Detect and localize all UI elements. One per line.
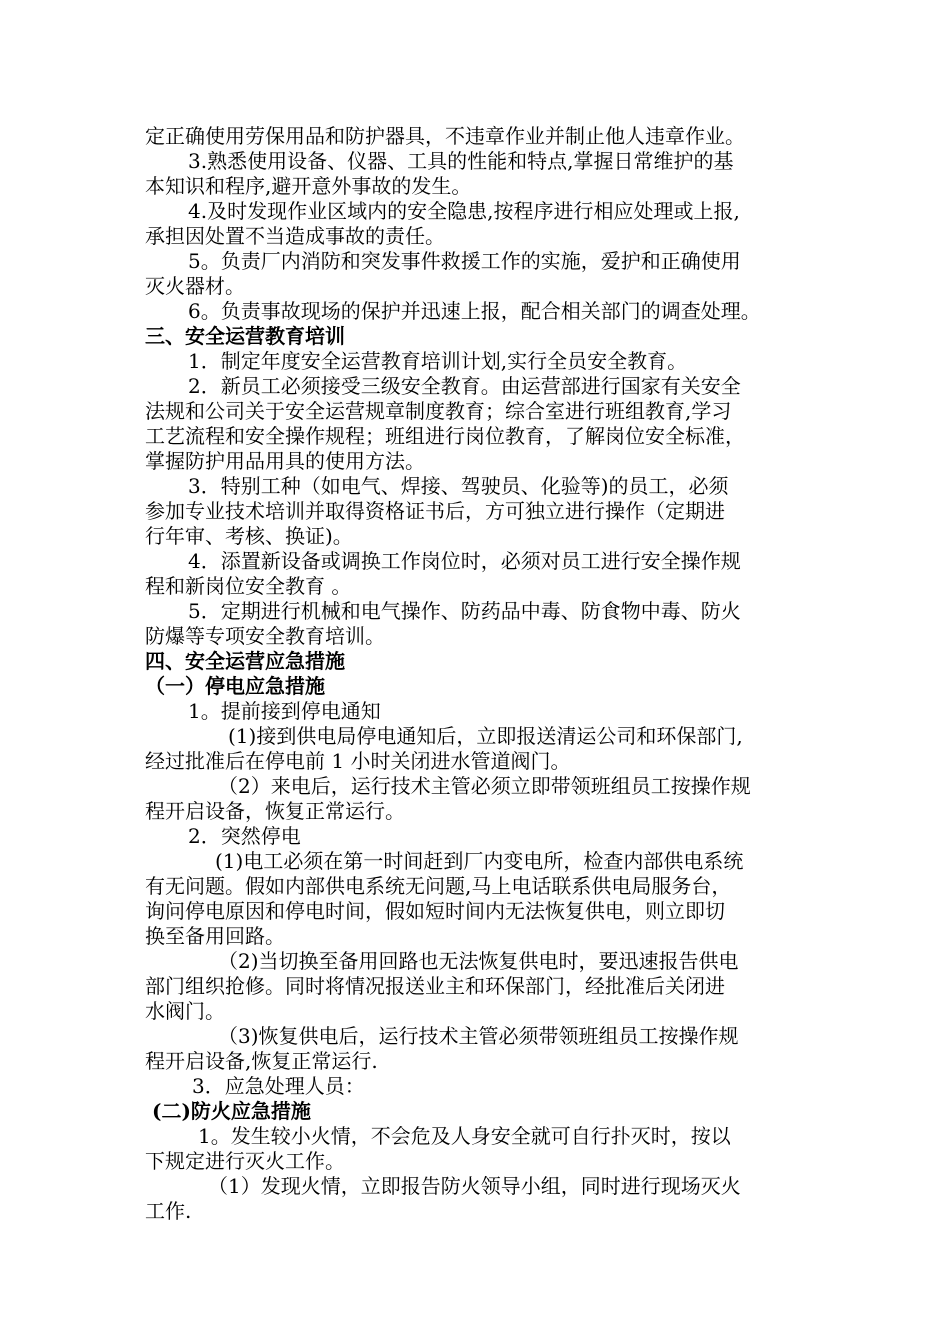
text-line: 工艺流程和安全操作规程；班组进行岗位教育，了解岗位安全标准， [145,424,745,448]
text-line: （3)恢复供电后，运行技术主管必须带领班组员工按操作规 [218,1024,739,1048]
text-line: （2)当切换至备用回路也无法恢复供电时，要迅速报告供电 [218,949,739,973]
text-line: 有无问题。假如内部供电系统无问题,马上电话联系供电局服务台， [145,874,732,898]
text-line: 2．新员工必须接受三级安全教育。由运营部进行国家有关安全 [188,374,741,398]
text-line: 参加专业技术培训并取得资格证书后，方可独立进行操作（定期进 [145,499,725,523]
text-line: 法规和公司关于安全运营规章制度教育；综合室进行班组教育,学习 [145,399,732,423]
section-heading: 三、安全运营教育培训 [145,324,345,348]
text-line: 5。负责厂内消防和突发事件救援工作的实施，爱护和正确使用 [188,249,741,273]
text-line: 经过批准后在停电前 1 小时关闭进水管道阀门。 [145,749,571,773]
text-line: 3.熟悉使用设备、仪器、工具的性能和特点,掌握日常维护的基 [188,149,734,173]
text-line: 询问停电原因和停电时间，假如短时间内无法恢复供电，则立即切 [145,899,725,923]
text-line: 防爆等专项安全教育培训。 [145,624,385,648]
text-line: 6。负责事故现场的保护并迅速上报，配合相关部门的调查处理。 [188,299,761,323]
section-heading: 四、安全运营应急措施 [145,649,345,673]
text-line: 承担因处置不当造成事故的责任。 [145,224,445,248]
text-line: (1)接到供电局停电通知后，立即报送清运公司和环保部门, [228,724,743,748]
text-line: 部门组织抢修。同时将情况报送业主和环保部门，经批准后关闭进 [145,974,725,998]
text-line: 5．定期进行机械和电气操作、防药品中毒、防食物中毒、防火 [188,599,741,623]
text-line: 4.及时发现作业区域内的安全隐患,按程序进行相应处理或上报, [188,199,740,223]
text-line: 4．添置新设备或调换工作岗位时，必须对员工进行安全操作规 [188,549,741,573]
subsection-heading: (二)防火应急措施 [152,1099,311,1123]
text-line: 行年审、考核、换证)。 [145,524,353,548]
text-line: 程开启设备,恢复正常运行. [145,1049,378,1073]
text-line: 3．特别工种（如电气、焊接、驾驶员、化验等)的员工，必须 [188,474,729,498]
text-line: （2）来电后，运行技术主管必须立即带领班组员工按操作规 [218,774,751,798]
text-line: 工作. [145,1199,192,1223]
text-line: 水阀门。 [145,999,225,1023]
text-line: 1。发生较小火情，不会危及人身安全就可自行扑灭时，按以 [198,1124,731,1148]
text-line: 程和新岗位安全教育 。 [145,574,352,598]
text-line: 1．制定年度安全运营教育培训计划,实行全员安全教育。 [188,349,688,373]
subsection-heading: （一）停电应急措施 [145,674,325,698]
text-line: 定正确使用劳保用品和防护器具，不违章作业并制止他人违章作业。 [145,124,745,148]
text-line: 灭火器材。 [145,274,245,298]
text-line: 1。提前接到停电通知 [188,699,381,723]
text-line: 3．应急处理人员： [192,1074,365,1098]
text-line: 2．突然停电 [188,824,301,848]
text-line: 换至备用回路。 [145,924,285,948]
text-line: 程开启设备，恢复正常运行。 [145,799,405,823]
text-line: (1)电工必须在第一时间赶到厂内变电所，检查内部供电系统 [215,849,744,873]
text-line: 本知识和程序,避开意外事故的发生。 [145,174,472,198]
text-line: （1）发现火情，立即报告防火领导小组，同时进行现场灭火 [208,1174,741,1198]
text-line: 掌握防护用品用具的使用方法。 [145,449,425,473]
text-line: 下规定进行灭火工作。 [145,1149,345,1173]
